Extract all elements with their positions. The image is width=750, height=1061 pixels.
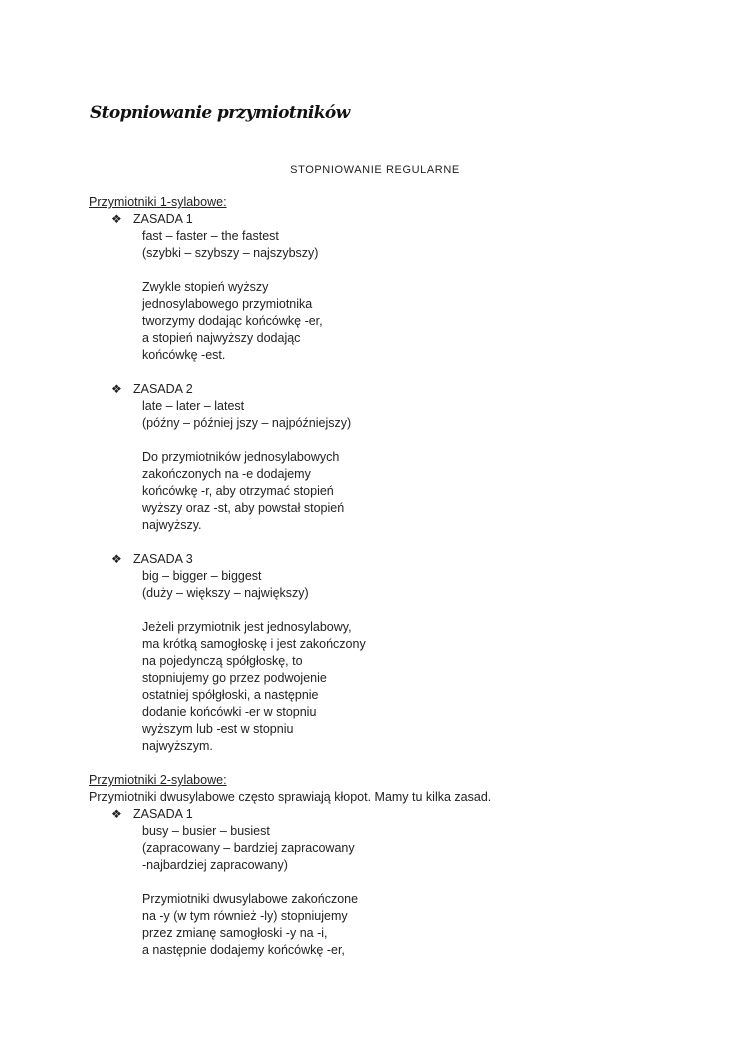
document-body [89,194,689,959]
example-line: fast – faster – the fastest [142,229,279,243]
page-title: Stopniowanie przymiotników [90,103,350,123]
explanation-line: najwyższym. [142,739,213,753]
diamond-bullet-icon: ❖ [111,382,122,396]
example-line: (duży – większy – największy) [142,586,309,600]
explanation-line: a następnie dodajemy końcówkę -er, [142,943,345,957]
explanation-line: na pojedynczą spółgłoskę, to [142,654,303,668]
rule-label: ZASADA 1 [133,212,193,226]
subheading-2-syllable: Przymiotniki 2-sylabowe: [89,773,227,787]
rule-1-2 [89,381,689,398]
example-line: (późny – później jszy – najpóźniejszy) [142,416,352,430]
explanation-line: końcówkę -est. [142,348,226,362]
explanation-line: stopniujemy go przez podwojenie [142,671,327,685]
explanation-line: a stopień najwyższy dodając [142,331,301,345]
explanation-line: końcówkę -r, aby otrzymać stopień [142,484,334,498]
diamond-bullet-icon: ❖ [111,212,122,226]
rule-1-1-body [89,228,689,364]
explanation-line: ostatniej spółgłoski, a następnie [142,688,319,702]
explanation-line: tworzymy dodając końcówkę -er, [142,314,323,328]
example-line: late – later – latest [142,399,245,413]
diamond-bullet-icon: ❖ [111,807,122,821]
explanation-line: Przymiotniki dwusylabowe zakończone [142,892,359,906]
section-heading [0,164,750,176]
example-line: (zapracowany – bardziej zapracowany [142,841,355,855]
explanation-line: wyższym lub -est w stopniu [142,722,294,736]
explanation-line: na -y (w tym również -ly) stopniujemy [142,909,348,923]
explanation-line: przez zmianę samogłoski -y na -i, [142,926,328,940]
explanation-line: jednosylabowego przymiotnika [142,297,313,311]
rule-2-1 [89,806,689,823]
explanation-line: wyższy oraz -st, aby powstał stopień [142,501,345,515]
explanation-line: Do przymiotników jednosylabowych [142,450,340,464]
rule-1-3 [89,551,689,568]
rule-label: ZASADA 2 [133,382,193,396]
rule-1-1 [89,211,689,228]
rule-1-3-body [89,568,689,755]
explanation-line: zakończonych na -e dodajemy [142,467,311,481]
section-heading-text: STOPNIOWANIE REGULARNE [290,164,460,176]
example-line: big – bigger – biggest [142,569,262,583]
rule-1-2-body [89,398,689,534]
section-intro: Przymiotniki dwusylabowe często sprawiają kłopot. Mamy tu kilka zasad. [89,790,492,804]
rule-label: ZASADA 3 [133,552,193,566]
example-line: busy – busier – busiest [142,824,270,838]
explanation-line: Zwykle stopień wyższy [142,280,269,294]
example-line: -najbardziej zapracowany) [142,858,288,872]
example-line: (szybki – szybszy – najszybszy) [142,246,319,260]
explanation-line: najwyższy. [142,518,202,532]
rule-2-1-body [89,823,689,959]
explanation-line: ma krótką samogłoskę i jest zakończony [142,637,366,651]
rule-label: ZASADA 1 [133,807,193,821]
explanation-line: dodanie końcówki -er w stopniu [142,705,317,719]
explanation-line: Jeżeli przymiotnik jest jednosylabowy, [142,620,352,634]
subheading-1-syllable: Przymiotniki 1-sylabowe: [89,195,227,209]
diamond-bullet-icon: ❖ [111,552,122,566]
